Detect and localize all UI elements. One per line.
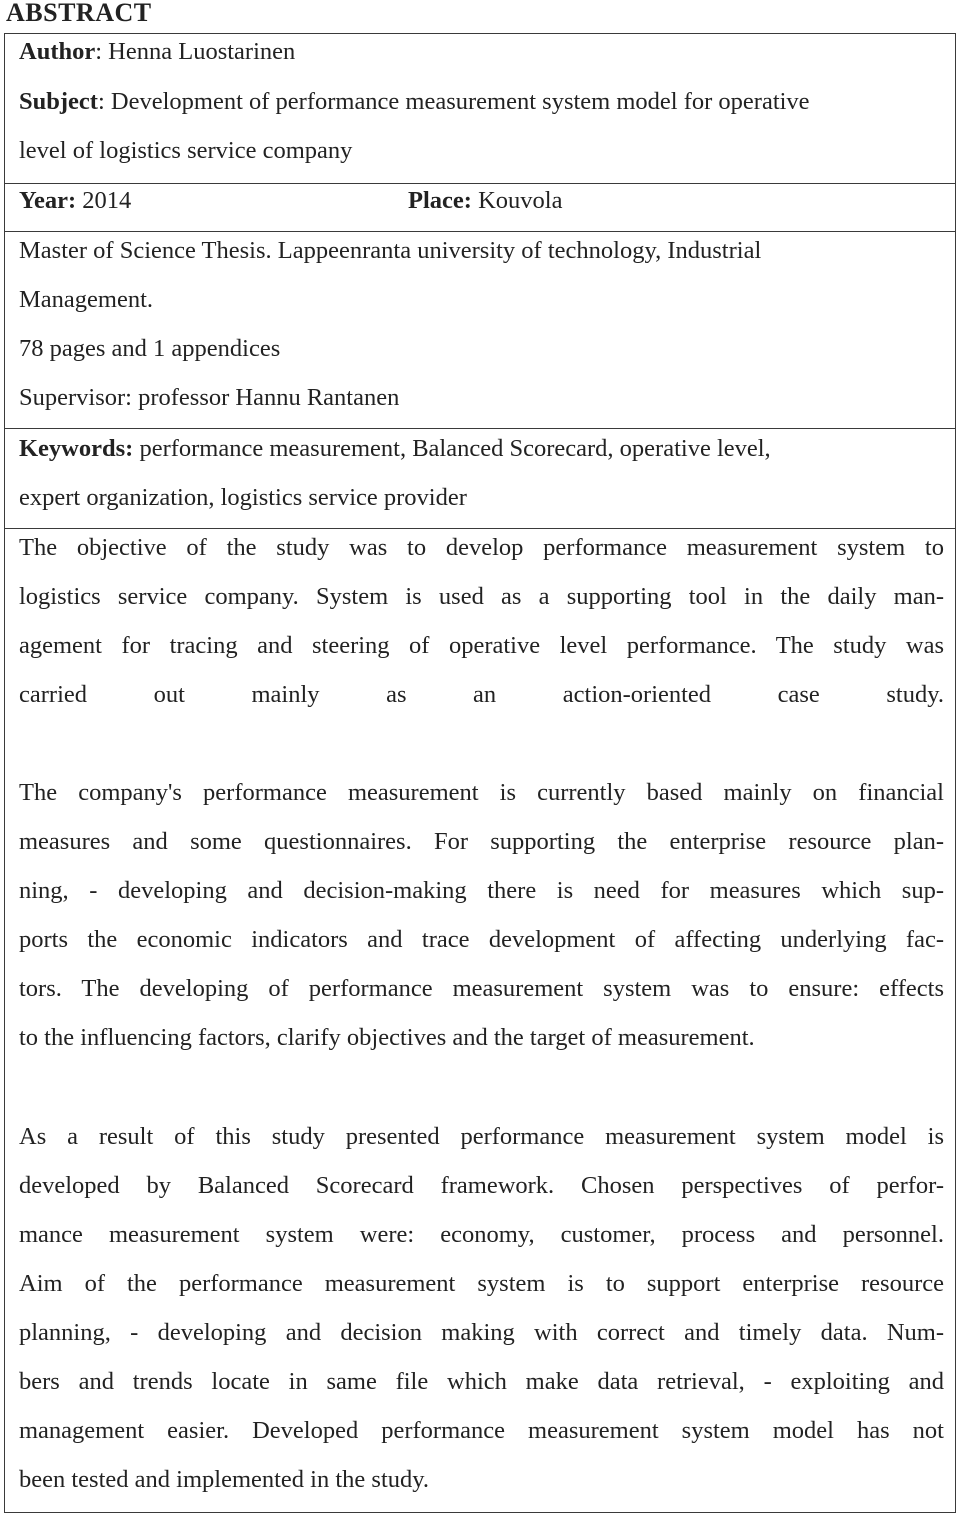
paragraph-line: As a result of this study presented performance measurement system model is [19,1123,944,1150]
year-value: 2014 [76,187,132,214]
author-label: Author [19,38,96,65]
thesis-line2: Management. [19,286,154,313]
thesis-line1: Master of Science Thesis. Lappeenranta university of technology, Industrial [19,237,762,264]
separator-after-year [4,231,956,232]
year-line [19,186,131,216]
paragraph-line: agement for tracing and steering of operative level performance. The study was [19,632,944,659]
author-line [19,37,295,67]
keywords-value-line1: performance measurement, Balanced Scorecard, operative level, [133,435,771,462]
abstract-heading: ABSTRACT [6,0,152,27]
subject-label: Subject [19,88,98,115]
keywords-line [19,434,771,464]
paragraph-line: management easier. Developed performance measurement system model has not [19,1417,944,1444]
paragraph-line: Aim of the performance measurement system is to support enterprise resource [19,1270,944,1297]
paragraph-line: logistics service company. System is used as a supporting tool in the daily man- [19,583,944,610]
place-line [408,186,562,216]
keywords-label: Keywords: [19,435,134,462]
subject-value-line2: level of logistics service company [19,137,353,164]
keywords-value-line2: expert organization, logistics service provider [19,484,467,511]
paragraph-line: The objective of the study was to develop performance measurement system to [19,534,944,561]
paragraph-line: bers and trends locate in same file which make data retrieval, - exploiting and [19,1368,944,1395]
author-value: : Henna Luostarinen [95,38,296,65]
paragraph-line: been tested and implemented in the study. [19,1466,430,1493]
paragraph-line: planning, - developing and decision making with correct and timely data. Num- [19,1319,944,1346]
paragraph-line: measures and some questionnaires. For supporting the enterprise resource plan- [19,828,944,855]
pages-line: 78 pages and 1 appendices [19,335,281,362]
subject-value-line1: : Development of performance measurement system model for operative [97,88,810,115]
year-label: Year: [19,187,77,214]
supervisor-line: Supervisor: professor Hannu Rantanen [19,384,400,411]
paragraph-line: carried out mainly as an action-oriented case study. [19,681,944,708]
paragraph-line: tors. The developing of performance measurement system was to ensure: effects [19,975,944,1002]
paragraph-line: The company's performance measurement is currently based mainly on financial [19,779,944,806]
separator-after-subject [4,183,956,184]
paragraph-line: to the influencing factors, clarify objectives and the target of measurement. [19,1024,755,1051]
separator-after-supervisor [4,428,956,429]
place-label: Place: [408,187,472,214]
place-value: Kouvola [471,187,563,214]
subject-line [19,87,810,117]
paragraph-line: developed by Balanced Scorecard framework. Chosen perspectives of perfor- [19,1172,944,1199]
paragraph-line: ports the economic indicators and trace development of affecting underlying fac- [19,926,944,953]
paragraph-line: ning, - developing and decision-making there is need for measures which sup- [19,877,944,904]
paragraph-line: mance measurement system were: economy, customer, process and personnel. [19,1221,944,1248]
